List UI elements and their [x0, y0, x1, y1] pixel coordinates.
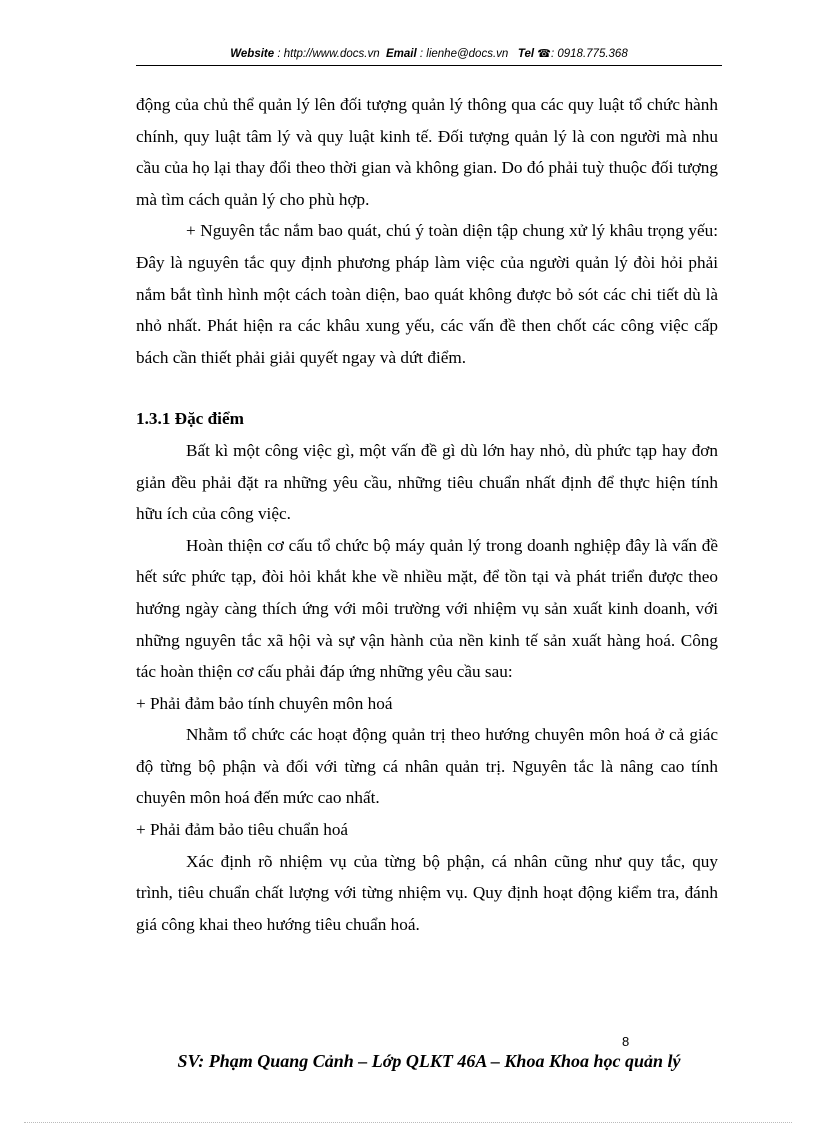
email-value: : lienhe@docs.vn: [419, 48, 509, 60]
section-heading: 1.3.1 Đặc điểm: [136, 409, 244, 429]
tel-value: : 0918.775.368: [550, 48, 628, 60]
paragraph-1: động của chủ thể quản lý lên đối tượng quản lý thông qua các quy luật tổ chức hành chính, quy luật tâm lý và quy luật kinh tế. Đối tượng quản lý là con người mà nhu cầu của họ lại thay đổi theo thời gian và không gian. Do đó phải tuỳ thuộc đối tượng mà tìm cách quản lý cho phù hợp.: [136, 95, 718, 209]
paragraph-7: + Phải đảm bảo tiêu chuẩn hoá: [136, 820, 349, 840]
paragraph-3: Bất kì một công việc gì, một vấn đề gì dù lớn hay nhỏ, dù phức tạp hay đơn giản đều phải đặt ra những yêu cầu, những tiêu chuẩn nhất định để thực hiện tính hữu ích của công việc.: [136, 440, 718, 524]
website-value: : http://www.docs.vn: [277, 48, 380, 60]
website-label: Website: [230, 48, 275, 60]
paragraph-2: + Nguyên tắc nắm bao quát, chú ý toàn diện tập chung xử lý khâu trọng yếu: Đây là nguyên tắc quy định phương pháp làm việc của người quản lý đòi hỏi phải nắm bắt tình hình một cách toàn diện, bao quát không được bỏ sót các chi tiết dù là nhỏ nhất. Phát hiện ra các khâu xung yếu, các vấn đề then chốt các công việc cấp bách cần thiết phải giải quyết ngay và dứt điểm.: [136, 221, 718, 367]
paragraph-5: + Phải đảm bảo tính chuyên môn hoá: [136, 693, 393, 713]
paragraph-6: Nhằm tổ chức các hoạt động quản trị theo hướng chuyên môn hoá ở cả giác độ từng bộ phận và đối với từng cá nhân quản trị. Nguyên tắc là nâng cao tính chuyên môn hoá đến mức cao nhất.: [136, 725, 718, 808]
email-label: Email: [386, 48, 417, 60]
paragraph-4: Hoàn thiện cơ cấu tổ chức bộ máy quản lý trong doanh nghiệp đây là vấn đề hết sức phức tạp, đòi hỏi khắt khe về nhiều mặt, để tồn tại và phát triển được theo hướng ngày càng thích ứng với môi trường với nhiệm vụ sản xuất kinh doanh, với những nguyên tắc xã hội và sự vận hành của nền kinh tế sản xuất hàng hoá. Công tác hoàn thiện cơ cấu phải đáp ứng những yêu cầu sau:: [136, 535, 718, 682]
telephone-icon: ☎: [537, 48, 551, 60]
page-footer: SV: Phạm Quang Cảnh – Lớp QLKT 46A – Khoa Khoa học quản lý: [177, 1051, 681, 1071]
document-body: [136, 89, 718, 940]
header-divider: [136, 65, 722, 66]
paragraph-8: Xác định rõ nhiệm vụ của từng bộ phận, cá nhân cũng như quy tắc, quy trình, tiêu chuẩn chất lượng với từng nhiệm vụ. Quy định hoạt động kiểm tra, đánh giá công khai theo hướng tiêu chuẩn hoá.: [136, 851, 718, 934]
page-number: 8: [622, 1034, 630, 1049]
page-header: [136, 46, 722, 62]
tel-label: Tel: [517, 48, 535, 60]
